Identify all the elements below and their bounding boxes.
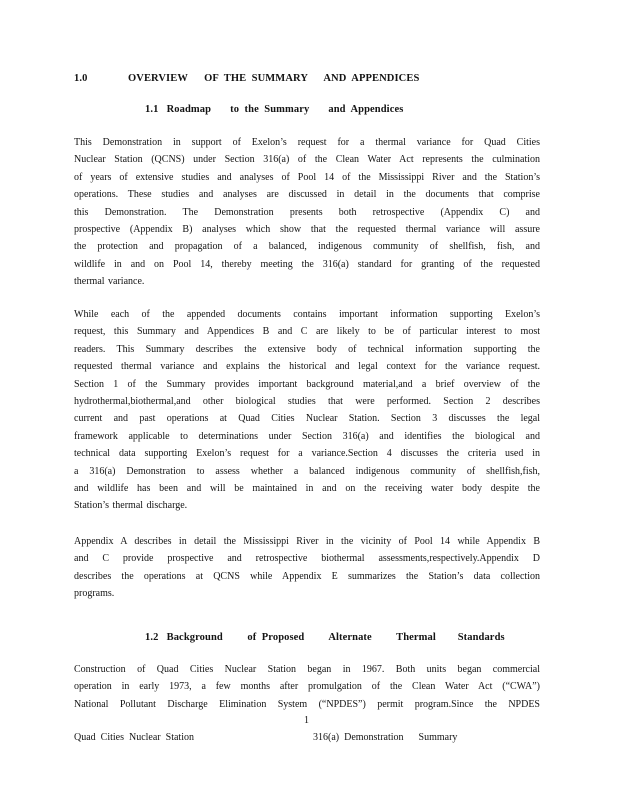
- text-line: National Pollutant Discharge Elimination System (“NPDES”) permit program.Since the NPDES: [74, 698, 540, 710]
- paragraph-intro: [74, 134, 540, 291]
- paragraph-background: [74, 661, 540, 713]
- text-line: While each of the appended documents contains important information supporting Exelon’s: [74, 309, 540, 320]
- text-line: a 316(a) Demonstration to assess whether a balanced indigenous community of shellfish,fish,: [74, 465, 540, 477]
- text-line: Appendix A describes in detail the Mississippi River in the vicinity of Pool 14 while Appendix B: [74, 536, 540, 547]
- section-number: 1.0: [74, 73, 88, 84]
- subsection-heading-background: 1.2 Background of Proposed Alternate Thermal Standards: [145, 632, 505, 643]
- footer-station-name: Quad Cities Nuclear Station: [74, 732, 194, 743]
- text-line: Section 1 of the Summary provides important background material,and a brief overview of the: [74, 378, 540, 390]
- section-heading: [74, 73, 419, 84]
- page-number: 1: [304, 715, 309, 726]
- text-line: hydrothermal,biothermal,and other biological studies that were performed. Section 2 describes: [74, 395, 540, 407]
- text-line: this Demonstration. The Demonstration presents both retrospective (Appendix C) and: [74, 206, 540, 218]
- text-line: thermal variance.: [74, 276, 145, 288]
- section-title: OVERVIEW OF THE SUMMARY AND APPENDICES: [128, 73, 420, 84]
- text-line: wildlife in and on Pool 14, thereby meeting the 316(a) standard for granting of the requested: [74, 258, 540, 270]
- text-line: operations. These studies and analyses are discussed in detail in the documents that comprise: [74, 189, 540, 201]
- paragraph-appendices: [74, 533, 540, 603]
- text-line: framework applicable to determinations under Section 316(a) and identifies the biological and: [74, 430, 540, 442]
- paragraph-summary-overview: [74, 306, 540, 515]
- text-line: Station’s thermal discharge.: [74, 500, 188, 512]
- footer-document-title: 316(a) Demonstration Summary: [313, 732, 458, 743]
- text-line: current and past operations at Quad Cities Nuclear Station. Section 3 discusses the legal: [74, 413, 540, 425]
- subsection-heading-roadmap: 1.1 Roadmap to the Summary and Appendices: [145, 104, 404, 115]
- text-line: technical data supporting Exelon’s request for a variance.Section 4 discusses the criteria used in: [74, 448, 540, 460]
- text-line: and C provide prospective and retrospective biothermal assessments,respectively.Appendix D: [74, 553, 540, 565]
- text-line: of years of extensive studies and analyses of Pool 14 of the Mississippi River and the Station’s: [74, 171, 540, 183]
- text-line: requested thermal variance and explains the historical and legal context for the variance request.: [74, 361, 540, 373]
- text-line: Construction of Quad Cities Nuclear Station began in 1967. Both units began commercial: [74, 664, 540, 675]
- text-line: the protection and propagation of a balanced, indigenous community of shellfish, fish, and: [74, 241, 540, 253]
- text-line: Nuclear Station (QCNS) under Section 316(a) of the Clean Water Act represents the culmination: [74, 154, 540, 166]
- text-line: This Demonstration in support of Exelon’s request for a thermal variance for Quad Cities: [74, 137, 540, 148]
- text-line: describes the operations at QCNS while Appendix E summarizes the Station’s data collection: [74, 570, 540, 582]
- text-line: operation in early 1973, a few months after promulgation of the Clean Water Act (“CWA”): [74, 681, 540, 693]
- text-line: request, this Summary and Appendices B and C are likely to be of particular interest to most: [74, 326, 540, 338]
- text-line: programs.: [74, 588, 115, 600]
- text-line: prospective (Appendix B) analyses which show that the requested thermal variance will assure: [74, 223, 540, 235]
- text-line: readers. This Summary describes the extensive body of technical information supporting the: [74, 343, 540, 355]
- text-line: and wildlife has been and will be maintained in and on the receiving water body despite the: [74, 482, 540, 494]
